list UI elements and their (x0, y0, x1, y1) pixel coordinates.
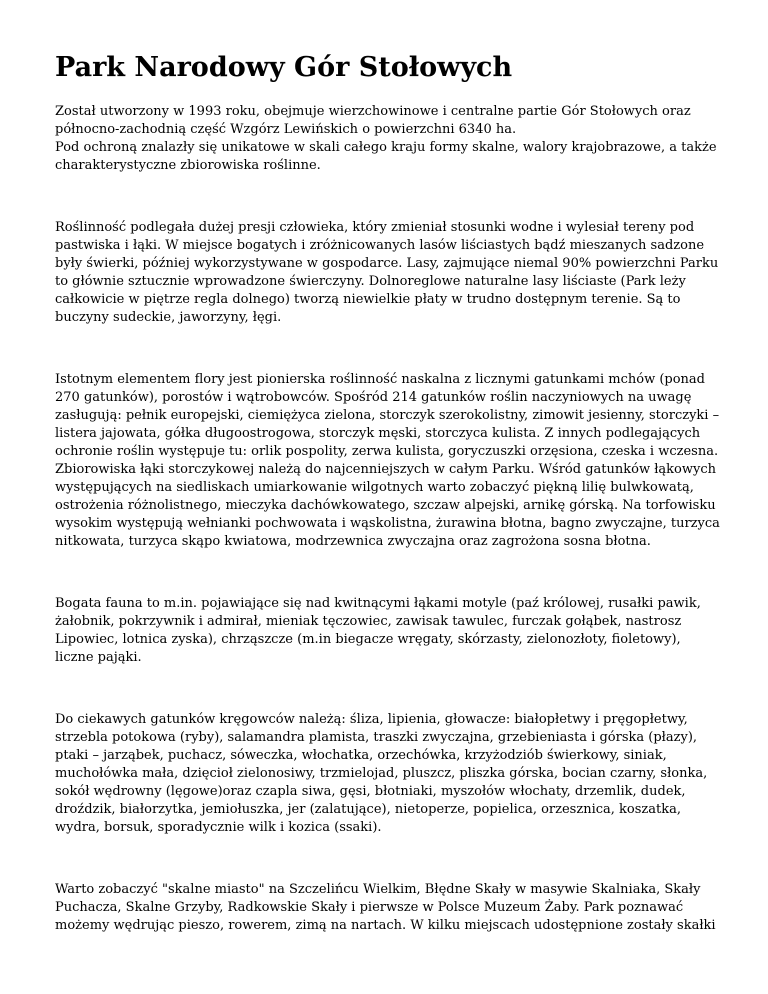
paragraph-line: zasługują: pełnik europejski, ciemiężyca zielona, storczyk szerokolistny, zimowit jesienny, storczyki – (55, 408, 720, 423)
paragraph-line: ostrożenia różnolistnego, mieczyka dachówkowatego, szczaw alpejski, arnikę górską. Na torfowisku (55, 498, 716, 513)
paragraph (55, 371, 720, 551)
paragraph-line: Do ciekawych gatunków kręgowców należą: śliza, lipienia, głowacze: białopłetwy i pręgopłetwy, (55, 712, 688, 727)
paragraph-line: wydra, borsuk, sporadycznie wilk i kozica (ssaki). (55, 820, 382, 835)
paragraph-line: buczyny sudeckie, jaworzyny, łęgi. (55, 310, 282, 325)
page-title: Park Narodowy Gór Stołowych (55, 52, 513, 83)
paragraph (55, 595, 720, 667)
paragraph-line: Istotnym elementem flory jest pionierska roślinność naskalna z licznymi gatunkami mchów (ponad (55, 372, 705, 387)
paragraph-line: Został utworzony w 1993 roku, obejmuje wierzchowinowe i centralne partie Gór Stołowych oraz (55, 104, 691, 119)
paragraph-line: Bogata fauna to m.in. pojawiające się nad kwitnącymi łąkami motyle (paź królowej, rusałki pawik, (55, 596, 701, 611)
paragraph-line: nitkowata, turzyca skąpo kwiatowa, modrzewnica zwyczajna oraz zagrożona sosna błotna. (55, 534, 651, 549)
paragraph-line: Lipowiec, lotnica zyska), chrząszcze (m.in biegacze wręgaty, skórzasty, zielonozłoty, fioletowy), (55, 632, 681, 647)
paragraph-line: występujących na siedliskach umiarkowanie wilgotnych warto zobaczyć piękną lilię bulwkowatą, (55, 480, 694, 495)
paragraph-line: muchołówka mała, dzięcioł zielonosiwy, trzmielojad, pluszcz, pliszka górska, bocian czarny, słonka, (55, 766, 708, 781)
paragraph-line: liczne pająki. (55, 650, 142, 665)
paragraph-line: były świerki, później wykorzystywane w gospodarce. Lasy, zajmujące niemal 90% powierzchni Parku (55, 256, 719, 271)
document-body (55, 103, 720, 935)
paragraph-line: żałobnik, pokrzywnik i admirał, mieniak tęczowiec, zawisak tawulec, furczak gołąbek, nastrosz (55, 614, 682, 629)
paragraph-line: wysokim występują wełnianki pochwowata i wąskolistna, żurawina błotna, bagno zwyczajne, turzyca (55, 516, 720, 531)
paragraph-line: możemy wędrując pieszo, rowerem, zimą na nartach. W kilku miejscach udostępnione zostały skałki (55, 918, 716, 933)
paragraph-line: ochronie roślin występuje tu: orlik pospolity, zerwa kulista, goryczuszki orzęsiona, czeska i wczesna. (55, 444, 719, 459)
paragraph-line: ptaki – jarząbek, puchacz, sóweczka, włochatka, orzechówka, krzyżodziób świerkowy, siniak, (55, 748, 667, 763)
paragraph-line: droździk, białorzytka, jemiołuszka, jer (zalatujące), nietoperze, popielica, orzesznica, koszatka, (55, 802, 681, 817)
paragraph-line: strzebla potokowa (ryby), salamandra plamista, traszki zwyczajna, grzebieniasta i górska (płazy), (55, 730, 698, 745)
paragraph-line: Roślinność podlegała dużej presji człowieka, który zmieniał stosunki wodne i wylesiał tereny pod (55, 220, 695, 235)
paragraph (55, 711, 720, 837)
paragraph-line: to głównie sztucznie wprowadzone świerczyny. Dolnoreglowe naturalne lasy liściaste (Park leży (55, 274, 686, 289)
paragraph-line: Zbiorowiska łąki storczykowej należą do najcenniejszych w całym Parku. Wśród gatunków łąkowych (55, 462, 717, 477)
paragraph (55, 103, 720, 175)
paragraph-line: całkowicie w piętrze regla dolnego) tworzą niewielkie płaty w trudno dostępnym terenie. Są to (55, 292, 681, 307)
paragraph-line: północno-zachodnią część Wzgórz Lewińskich o powierzchni 6340 ha. (55, 122, 517, 137)
paragraph-line: Puchacza, Skalne Grzyby, Radkowskie Skały i pierwsze w Polsce Muzeum Żaby. Park poznawać (55, 900, 684, 915)
paragraph-line: Warto zobaczyć "skalne miasto" na Szczelińcu Wielkim, Błędne Skały w masywie Skalniaka, Skały (55, 882, 701, 897)
paragraph-line: listera jajowata, gółka długoostrogowa, storczyk męski, storczyca kulista. Z innych podlegających (55, 426, 701, 441)
paragraph-line: 270 gatunków), porostów i wątrobowców. Spośród 214 gatunków roślin naczyniowych na uwagę (55, 390, 692, 405)
paragraph (55, 219, 720, 327)
paragraph (55, 881, 720, 935)
document-page (55, 48, 720, 979)
paragraph-line: charakterystyczne zbiorowiska roślinne. (55, 158, 321, 173)
paragraph-line: pastwiska i łąki. W miejsce bogatych i zróżnicowanych lasów liściastych bądź mieszanych sadzone (55, 238, 705, 253)
paragraph-line: sokół wędrowny (lęgowe)oraz czapla siwa, gęsi, błotniaki, myszołów włochaty, drzemlik, dudek, (55, 784, 686, 799)
paragraph-line: Pod ochroną znalazły się unikatowe w skali całego kraju formy skalne, walory krajobrazowe, a także (55, 140, 717, 155)
